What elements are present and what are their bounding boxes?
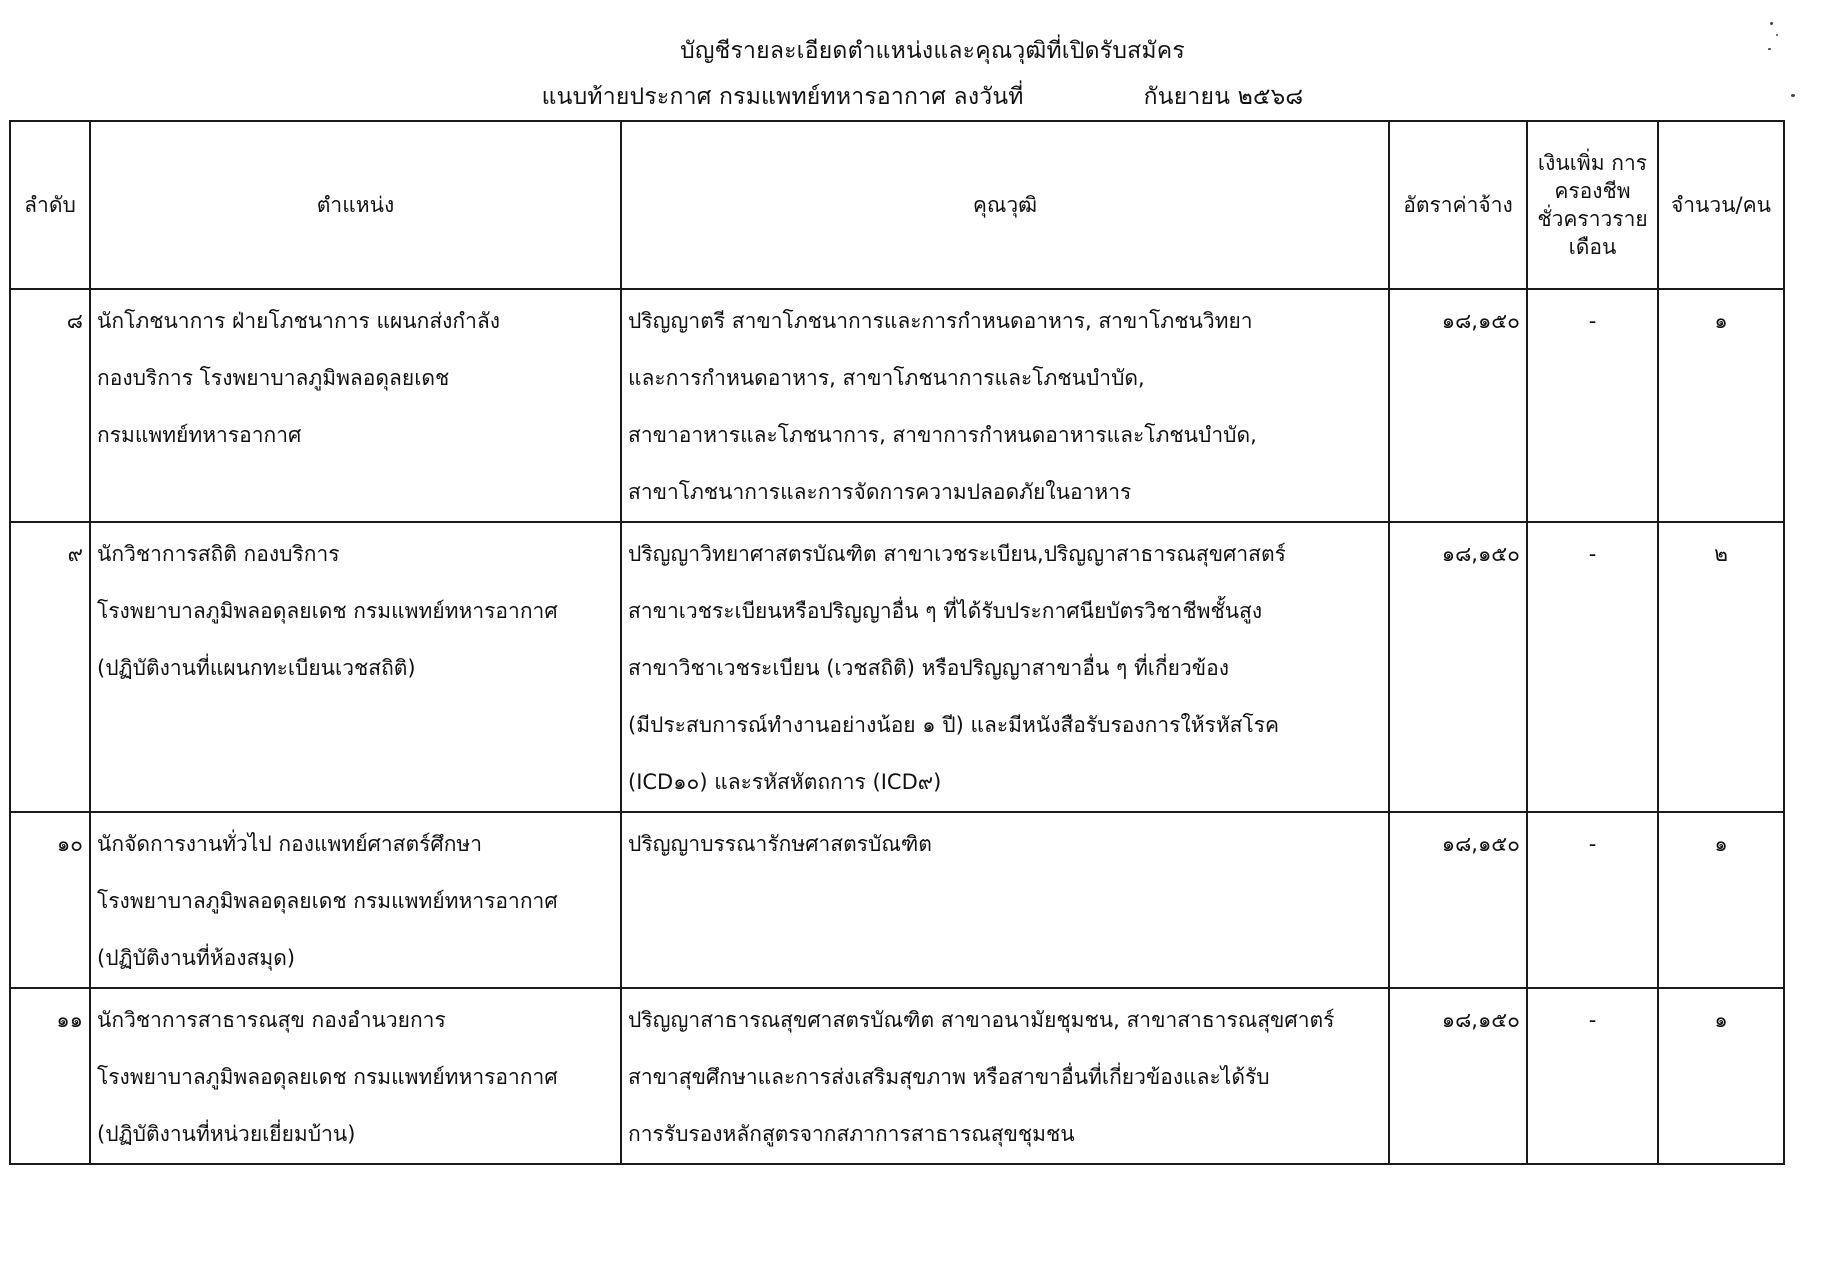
- qualification-line: (ICD๑๐) และรหัสหัตถการ (ICD๙): [628, 770, 942, 794]
- header-qualification: คุณวุฒิ: [621, 121, 1389, 289]
- row-no: ๑๑: [10, 988, 90, 1164]
- subtitle-announcement: แนบท้ายประกาศ กรมแพทย์ทหารอากาศ ลงวันที่: [541, 84, 1024, 110]
- positions-table: [9, 120, 1785, 1165]
- row-allowance: -: [1527, 988, 1658, 1164]
- header-rate: อัตราค่าจ้าง: [1389, 121, 1527, 289]
- qualification-line: และการกำหนดอาหาร, สาขาโภชนาการและโภชนบำบัด,: [628, 366, 1145, 390]
- position-line: โรงพยาบาลภูมิพลอดุลยเดช กรมแพทย์ทหารอากาศ: [97, 1065, 558, 1089]
- header-count: จำนวน/คน: [1658, 121, 1784, 289]
- header-allowance-line: เงินเพิ่ม: [1537, 151, 1605, 175]
- row-qualification: [621, 988, 1389, 1164]
- row-rate: ๑๘,๑๕๐: [1389, 988, 1527, 1164]
- header-allowance-line: การครองชีพ: [1554, 151, 1648, 203]
- table-row: [10, 988, 1784, 1164]
- row-rate: ๑๘,๑๕๐: [1389, 289, 1527, 522]
- table-row: [10, 289, 1784, 522]
- row-position: [90, 289, 621, 522]
- qualification-line: ปริญญาบรรณารักษศาสตรบัณฑิต: [628, 832, 932, 856]
- position-line: โรงพยาบาลภูมิพลอดุลยเดช กรมแพทย์ทหารอากาศ: [97, 889, 558, 913]
- position-line: โรงพยาบาลภูมิพลอดุลยเดช กรมแพทย์ทหารอากาศ: [97, 599, 558, 623]
- qualification-line: สาขาโภชนาการและการจัดการความปลอดภัยในอาหาร: [628, 480, 1132, 504]
- row-count: ๑: [1658, 289, 1784, 522]
- qualification-line: ปริญญาตรี สาขาโภชนาการและการกำหนดอาหาร, สาขาโภชนวิทยา: [628, 309, 1253, 333]
- row-position: [90, 522, 621, 812]
- document-title: บัญชีรายละเอียดตำแหน่งและคุณวุฒิที่เปิดรับสมัคร: [680, 38, 1185, 64]
- scan-speck: [1791, 94, 1795, 97]
- table-row: [10, 812, 1784, 988]
- subtitle-month-year: กันยายน ๒๕๖๘: [1143, 84, 1304, 110]
- header-allowance: [1527, 121, 1658, 289]
- qualification-line: ปริญญาวิทยาศาสตรบัณฑิต สาขาเวชระเบียน,ปริญญาสาธารณสุขศาสตร์: [628, 542, 1286, 566]
- scan-speck: [1776, 34, 1778, 36]
- position-line: นักจัดการงานทั่วไป กองแพทย์ศาสตร์ศึกษา: [97, 832, 483, 856]
- qualification-line: สาขาวิชาเวชระเบียน (เวชสถิติ) หรือปริญญาสาขาอื่น ๆ ที่เกี่ยวข้อง: [628, 656, 1230, 680]
- row-rate: ๑๘,๑๕๐: [1389, 812, 1527, 988]
- qualification-line: สาขาอาหารและโภชนาการ, สาขาการกำหนดอาหารและโภชนบำบัด,: [628, 423, 1257, 447]
- qualification-line: (มีประสบการณ์ทำงานอย่างน้อย ๑ ปี) และมีหนังสือรับรองการให้รหัสโรค: [628, 713, 1280, 737]
- row-allowance: -: [1527, 522, 1658, 812]
- position-line: (ปฏิบัติงานที่แผนกทะเบียนเวชสถิติ): [97, 656, 416, 680]
- header-allowance-line: ชั่วคราวราย: [1537, 207, 1648, 231]
- row-qualification: [621, 289, 1389, 522]
- row-position: [90, 988, 621, 1164]
- document-subtitle: [0, 82, 1845, 112]
- position-line: กองบริการ โรงพยาบาลภูมิพลอดุลยเดช: [97, 366, 450, 390]
- row-position: [90, 812, 621, 988]
- row-qualification: [621, 812, 1389, 988]
- position-line: นักโภชนาการ ฝ่ายโภชนาการ แผนกส่งกำลัง: [97, 309, 501, 333]
- row-no: ๑๐: [10, 812, 90, 988]
- position-line: นักวิชาการสาธารณสุข กองอำนวยการ: [97, 1008, 446, 1032]
- position-line: นักวิชาการสถิติ กองบริการ: [97, 542, 340, 566]
- row-allowance: -: [1527, 812, 1658, 988]
- position-line: กรมแพทย์ทหารอากาศ: [97, 423, 302, 447]
- scan-speck: [1768, 48, 1771, 50]
- position-line: (ปฏิบัติงานที่ห้องสมุด): [97, 946, 296, 970]
- table-header-row: [10, 121, 1784, 289]
- row-qualification: [621, 522, 1389, 812]
- row-count: ๑: [1658, 812, 1784, 988]
- qualification-line: ปริญญาสาธารณสุขศาสตรบัณฑิต สาขาอนามัยชุมชน, สาขาสาธารณสุขศาตร์: [628, 1008, 1335, 1032]
- header-allowance-line: เดือน: [1568, 235, 1617, 259]
- row-count: ๒: [1658, 522, 1784, 812]
- table-row: [10, 522, 1784, 812]
- qualification-line: สาขาสุขศึกษาและการส่งเสริมสุขภาพ หรือสาขาอื่นที่เกี่ยวข้องและได้รับ: [628, 1065, 1270, 1089]
- row-rate: ๑๘,๑๕๐: [1389, 522, 1527, 812]
- qualification-line: สาขาเวชระเบียนหรือปริญญาอื่น ๆ ที่ได้รับประกาศนียบัตรวิชาชีพชั้นสูง: [628, 599, 1263, 623]
- header-position: ตำแหน่ง: [90, 121, 621, 289]
- row-allowance: -: [1527, 289, 1658, 522]
- row-no: ๘: [10, 289, 90, 522]
- header-no: ลำดับ: [10, 121, 90, 289]
- row-count: ๑: [1658, 988, 1784, 1164]
- position-line: (ปฏิบัติงานที่หน่วยเยี่ยมบ้าน): [97, 1122, 356, 1146]
- scan-speck: [1770, 22, 1773, 25]
- qualification-line: การรับรองหลักสูตรจากสภาการสาธารณสุขชุมชน: [628, 1122, 1075, 1146]
- row-no: ๙: [10, 522, 90, 812]
